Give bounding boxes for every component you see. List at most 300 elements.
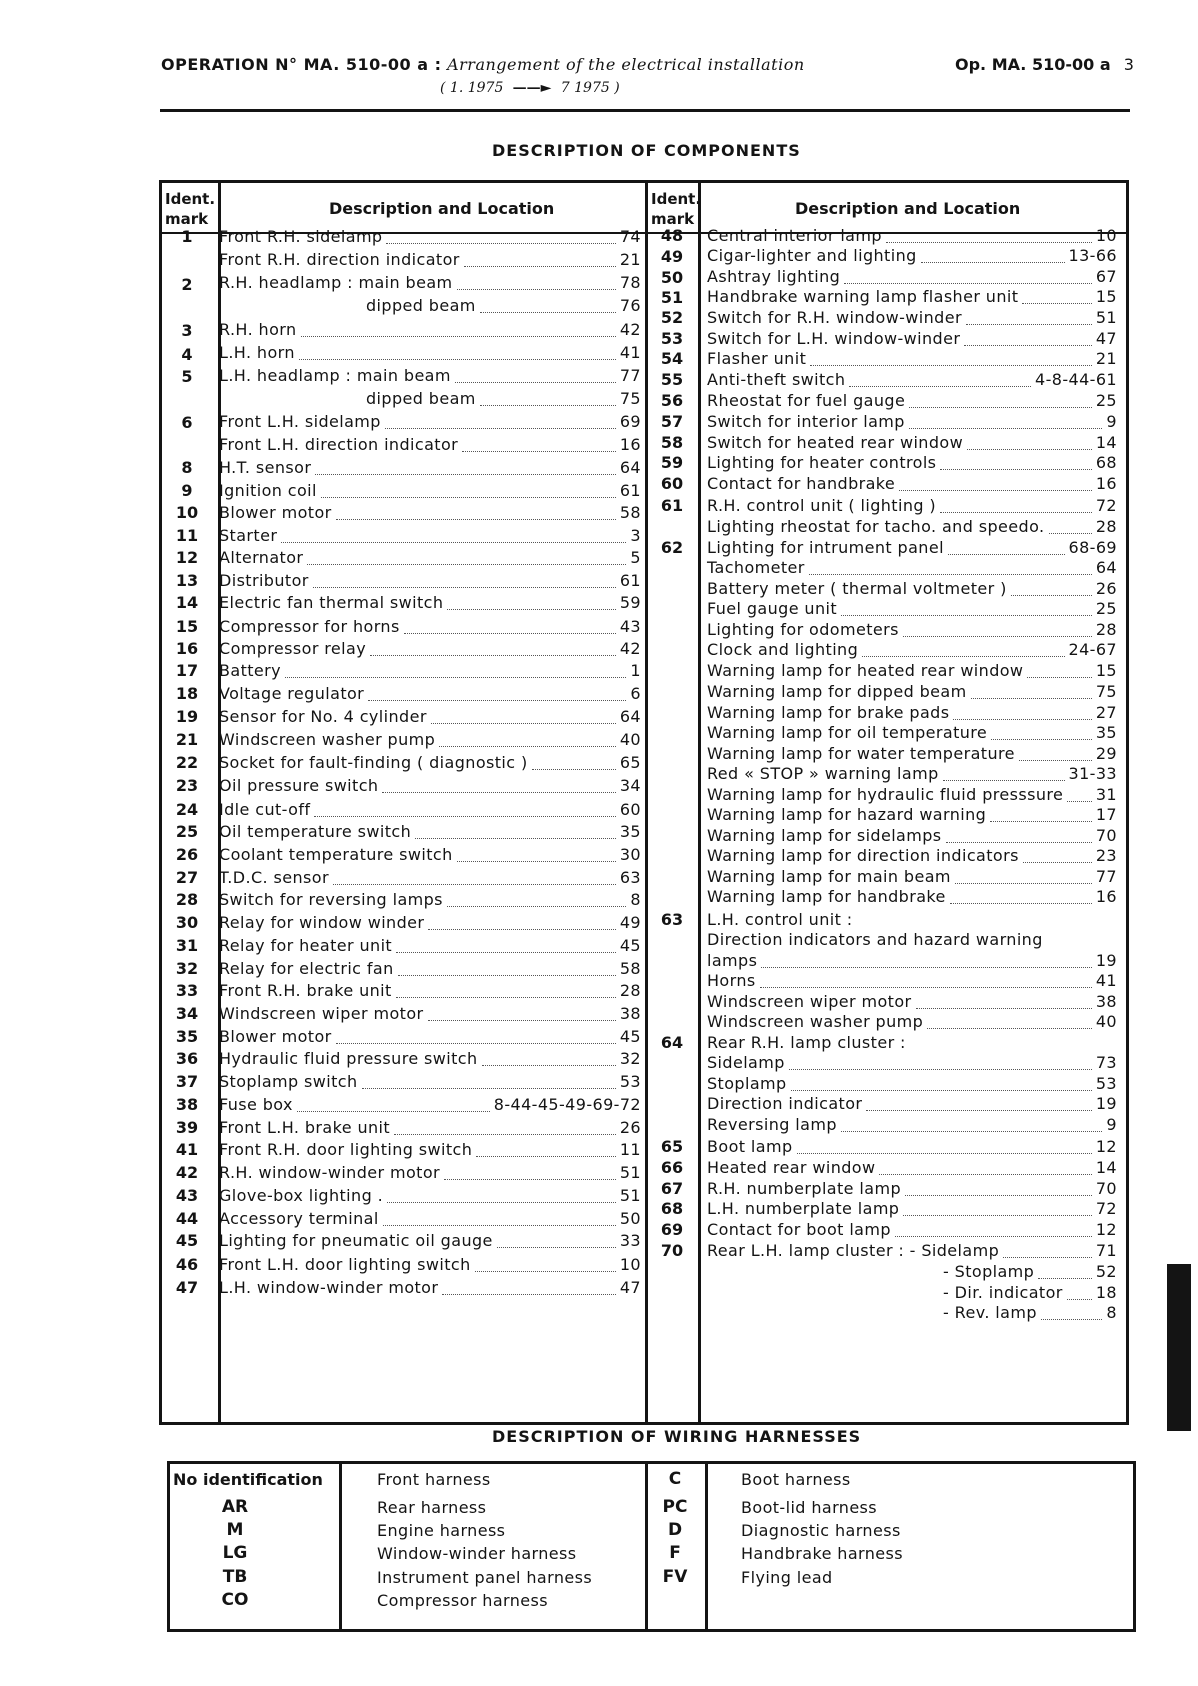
harness-name: Flying lead [741,1568,833,1587]
ident-mark: 69 [660,1220,684,1239]
leader-dots [916,996,1092,1009]
location-ref: 64 [1095,558,1117,577]
component-description: Front L.H. door lighting switch [219,1255,471,1274]
location-ref: 45 [619,936,641,955]
ident-mark: 31 [175,936,199,955]
component-entry [707,1114,1117,1136]
component-description: Windscreen washer pump [707,1012,924,1031]
component-entry [219,821,641,843]
component-entry [219,319,641,341]
ident-mark: 9 [181,481,193,500]
leader-dots [1023,850,1092,863]
location-ref: 61 [619,481,641,500]
component-entry [943,1261,1117,1283]
leader-dots [862,644,1064,657]
leader-dots [1038,1266,1092,1279]
component-description: Battery [219,661,282,680]
component-description: Handbrake warning lamp flasher unit [707,287,1019,306]
leader-dots [394,1122,616,1135]
ident-mark: 70 [660,1241,684,1260]
component-entry [707,1011,1117,1033]
leader-dots [905,1183,1092,1196]
location-ref: 38 [619,1004,641,1023]
component-description: Lighting for intrument panel [707,538,944,557]
location-ref: 49 [619,913,641,932]
component-description: dipped beam [366,296,476,315]
location-ref: 21 [619,250,641,269]
component-entry [707,1052,1117,1074]
component-entry [219,706,641,728]
location-ref: 68 [1095,453,1117,472]
date-range [440,80,620,96]
leader-dots [476,1144,616,1157]
component-entry [707,225,1117,247]
location-ref: 76 [619,296,641,315]
component-entry [219,752,641,774]
leader-dots [368,688,626,701]
component-description: Glove-box lighting . [219,1186,384,1205]
leader-dots [475,1259,616,1272]
location-ref: 58 [619,503,641,522]
location-ref: 34 [619,776,641,795]
leader-dots [313,575,616,588]
component-entry [219,844,641,866]
leader-dots [297,1099,490,1112]
leader-dots [895,1224,1092,1237]
page-number: 3 [1123,55,1134,74]
component-description: Contact for handbrake [707,474,896,493]
leader-dots [761,955,1092,968]
location-ref: 78 [619,273,641,292]
component-description: Blower motor [219,1027,332,1046]
harness-code: D [667,1520,683,1540]
ident-mark: 47 [175,1278,199,1297]
harness-code: M [226,1520,244,1540]
component-description: Alternator [219,548,304,567]
component-description: R.H. headlamp : main beam [219,273,453,292]
ident-mark: 27 [175,868,199,887]
ident-mark: 48 [660,226,684,245]
component-description: Tachometer [707,558,805,577]
operation-title: Arrangement of the electrical installation [447,55,805,74]
location-ref: 45 [619,1027,641,1046]
harness-divider [705,1461,708,1632]
component-description: - Rev. lamp [943,1303,1037,1322]
location-ref: 42 [619,639,641,658]
component-description: Direction indicators and hazard warning [707,930,1043,949]
component-description: Windscreen wiper motor [219,1004,424,1023]
location-ref: 26 [619,1118,641,1137]
location-ref: 52 [1095,1262,1117,1281]
component-entry [219,226,641,248]
component-entry [707,1093,1117,1115]
leader-dots [396,940,616,953]
location-ref: 77 [1095,867,1117,886]
component-entry [366,295,641,317]
location-ref: 11 [619,1140,641,1159]
component-description: Anti-theft switch [707,370,846,389]
component-entry [707,845,1117,867]
location-ref: 21 [1095,349,1117,368]
component-entry [219,799,641,821]
leader-dots [415,826,616,839]
leader-dots [428,917,615,930]
component-description: Fuel gauge unit [707,599,838,618]
location-ref: 35 [619,822,641,841]
leader-dots [940,457,1091,470]
component-entry [219,889,641,911]
component-entry [707,473,1117,495]
location-ref: 42 [619,320,641,339]
location-ref: 8-44-45-49-69-72 [493,1095,641,1114]
component-description: Battery meter ( thermal voltmeter ) [707,579,1007,598]
component-description: Front R.H. brake unit [219,981,392,1000]
component-entry [707,1136,1117,1158]
location-ref: 12 [1095,1137,1117,1156]
component-description: Idle cut-off [219,800,311,819]
harness-name: Rear harness [377,1498,487,1517]
location-ref: 24-67 [1068,640,1117,659]
component-description: Front L.H. sidelamp [219,412,381,431]
location-ref: 3 [630,526,641,545]
location-ref: 25 [1095,391,1117,410]
ident-mark: 6 [181,413,193,432]
component-description: Red « STOP » warning lamp [707,764,939,783]
component-entry [707,970,1117,992]
location-ref: 47 [619,1278,641,1297]
leader-dots [442,1282,615,1295]
component-entry [707,804,1117,826]
leader-dots [439,734,616,747]
harness-name: Compressor harness [377,1591,548,1610]
component-entry [707,909,1117,931]
component-description: Relay for electric fan [219,959,394,978]
header-ident-left: Ident. mark [165,190,216,228]
leader-dots [841,603,1092,616]
component-entry [707,286,1117,308]
component-entry [707,660,1117,682]
component-description: Stoplamp [707,1074,787,1093]
component-description: R.H. control unit ( lighting ) [707,496,937,515]
leader-dots [966,312,1092,325]
ident-mark: 34 [175,1004,199,1023]
component-description: Reversing lamp [707,1115,837,1134]
component-description: Coolant temperature switch [219,845,453,864]
location-ref: 64 [619,458,641,477]
component-description: R.H. window-winder motor [219,1163,440,1182]
harness-code: FV [662,1567,688,1587]
component-description: T.D.C. sensor [219,868,329,887]
ident-mark: 12 [175,548,199,567]
component-entry [219,660,641,682]
location-ref: 32 [619,1049,641,1068]
location-ref: 61 [619,571,641,590]
component-description: Heated rear window [707,1158,876,1177]
component-description: Socket for fault-finding ( diagnostic ) [219,753,528,772]
component-entry [707,784,1117,806]
leader-dots [314,804,615,817]
location-ref: 15 [1095,661,1117,680]
leader-dots [927,1016,1092,1029]
location-ref: 72 [1095,1199,1117,1218]
leader-dots [791,1078,1092,1091]
leader-dots [1019,748,1092,761]
location-ref: 28 [1095,517,1117,536]
harness-name: Engine harness [377,1521,506,1540]
ident-mark: 62 [660,538,684,557]
component-description: Warning lamp for dipped beam [707,682,967,701]
location-ref: 53 [1095,1074,1117,1093]
component-description: L.H. numberplate lamp [707,1199,900,1218]
page-reference [955,55,1134,74]
ident-mark: 8 [181,458,193,477]
ident-mark: 56 [660,391,684,410]
location-ref: 72 [1095,496,1117,515]
component-entry [219,616,641,638]
component-entry [219,502,641,524]
ident-mark: 45 [175,1231,199,1250]
component-description: Warning lamp for water temperature [707,744,1015,763]
ident-mark: 14 [175,593,199,612]
component-description: Contact for boot lamp [707,1220,891,1239]
harness-code: F [669,1543,681,1563]
component-entry [707,929,1117,951]
component-entry [707,266,1117,288]
component-entry [707,619,1117,641]
component-description: Direction indicator [707,1094,863,1113]
component-entry [219,1254,641,1276]
location-ref: 14 [1095,1158,1117,1177]
component-entry [219,411,641,433]
ident-mark: 67 [660,1179,684,1198]
leader-dots [370,643,616,656]
ident-mark: 64 [660,1033,684,1052]
leader-dots [497,1235,616,1248]
leader-dots [991,727,1092,740]
leader-dots [964,333,1092,346]
harness-name: Boot-lid harness [741,1498,878,1517]
leader-dots [482,1053,616,1066]
leader-dots [447,894,626,907]
harness-name: Window-winder harness [377,1544,577,1563]
component-entry [219,1026,641,1048]
harnesses-title: DESCRIPTION OF WIRING HARNESSES [492,1427,862,1446]
components-table [159,180,1129,1425]
component-entry [219,457,641,479]
component-entry [707,639,1117,661]
location-ref: 16 [619,435,641,454]
location-ref: 25 [1095,599,1117,618]
component-entry [707,743,1117,765]
ident-mark: 25 [175,822,199,841]
leader-dots [760,975,1092,988]
component-entry [219,525,641,547]
leader-dots [315,462,616,475]
leader-dots [321,485,616,498]
harness-name: Boot harness [741,1470,851,1489]
location-ref: 67 [1095,267,1117,286]
component-entry [219,547,641,569]
component-description: Sensor for No. 4 cylinder [219,707,427,726]
header-divider [160,109,1130,112]
component-entry [219,1230,641,1252]
component-entry [707,328,1117,350]
ident-mark: 32 [175,959,199,978]
component-entry [219,249,641,271]
component-description: Windscreen washer pump [219,730,436,749]
leader-dots [953,707,1091,720]
leader-dots [431,711,616,724]
ident-mark: 49 [660,247,684,266]
component-description: Front R.H. direction indicator [219,250,460,269]
component-description: Switch for heated rear window [707,433,964,452]
leader-dots [447,597,615,610]
component-description: Lighting rheostat for tacho. and speedo. [707,517,1045,536]
component-entry [943,1302,1117,1324]
location-ref: 17 [1095,805,1117,824]
component-entry [707,432,1117,454]
component-description: - Stoplamp [943,1262,1035,1281]
leader-dots [1003,1245,1092,1258]
leader-dots [462,439,616,452]
component-description: Warning lamp for oil temperature [707,723,988,742]
leader-dots [333,872,616,885]
component-description: Lighting for heater controls [707,453,937,472]
location-ref: 70 [1095,826,1117,845]
ident-mark: 66 [660,1158,684,1177]
component-entry [707,495,1117,517]
leader-dots [948,542,1065,555]
leader-dots [940,500,1092,513]
ident-mark: 33 [175,981,199,1000]
ident-mark: 35 [175,1027,199,1046]
location-ref: 51 [619,1186,641,1205]
leader-dots [336,507,616,520]
harness-code: AR [221,1497,249,1517]
component-entry [219,1094,641,1116]
component-entry [219,775,641,797]
page-ref-label: Op. MA. 510-00 a [955,55,1111,74]
component-entry [707,369,1117,391]
header-description-left: Description and Location [329,199,555,218]
component-description: H.T. sensor [219,458,312,477]
harness-code: LG [222,1543,248,1563]
component-description: Horns [707,971,756,990]
component-entry [707,516,1117,538]
component-entry [707,950,1117,972]
harnesses-table [167,1461,1136,1632]
leader-dots [428,1008,616,1021]
leader-dots [797,1141,1092,1154]
component-entry [707,452,1117,474]
leader-dots [866,1098,1091,1111]
component-entry [707,681,1117,703]
harness-name: Front harness [377,1470,491,1489]
location-ref: 40 [619,730,641,749]
component-description: R.H. horn [219,320,297,339]
component-description: R.H. numberplate lamp [707,1179,902,1198]
component-description: Lighting for odometers [707,620,899,639]
component-entry [219,1139,641,1161]
component-entry [707,1219,1117,1241]
location-ref: 33 [619,1231,641,1250]
location-ref: 4-8-44-61 [1035,370,1117,389]
leader-dots [1049,521,1092,534]
location-ref: 19 [1095,951,1117,970]
component-description: Warning lamp for hazard warning [707,805,987,824]
leader-dots [444,1167,616,1180]
location-ref: 40 [1095,1012,1117,1031]
location-ref: 28 [1095,620,1117,639]
ident-mark: 13 [175,571,199,590]
location-ref: 15 [1095,287,1117,306]
ident-mark: 1 [181,227,193,246]
ident-mark: 61 [660,496,684,515]
ident-mark: 37 [175,1072,199,1091]
leader-dots [841,1119,1103,1132]
leader-dots [299,347,616,360]
harness-code: TB [222,1567,248,1587]
ident-mark: 28 [175,890,199,909]
location-ref: 64 [619,707,641,726]
leader-dots [301,324,616,337]
location-ref: 41 [1095,971,1117,990]
ident-mark: 58 [660,433,684,452]
component-entry [219,1048,641,1070]
harness-name: Diagnostic harness [741,1521,901,1540]
location-ref: 16 [1095,474,1117,493]
leader-dots [879,1162,1091,1175]
ident-mark: 60 [660,474,684,493]
ident-mark: 68 [660,1199,684,1218]
location-ref: 13-66 [1068,246,1117,265]
component-description: Cigar-lighter and lighting [707,246,917,265]
ident-mark: 2 [181,275,193,294]
component-entry [219,912,641,934]
leader-dots [909,416,1103,429]
leader-dots [1022,291,1091,304]
ident-mark: 15 [175,617,199,636]
leader-dots [382,780,615,793]
component-entry [219,1117,641,1139]
component-entry [707,1073,1117,1095]
ident-mark: 18 [175,684,199,703]
location-ref: 14 [1095,433,1117,452]
component-description: Warning lamp for direction indicators [707,846,1019,865]
component-entry [707,348,1117,370]
ident-mark: 22 [175,753,199,772]
component-entry [707,886,1117,908]
location-ref: 9 [1106,1115,1117,1134]
ident-mark: 63 [660,910,684,929]
component-description: L.H. window-winder motor [219,1278,439,1297]
col-divider [698,180,701,1425]
component-entry [707,722,1117,744]
leader-dots [903,624,1092,637]
ident-mark: 36 [175,1049,199,1068]
component-entry [707,245,1117,267]
leader-dots [899,478,1092,491]
component-description: Rear R.H. lamp cluster : [707,1033,906,1052]
ident-mark: 55 [660,370,684,389]
leader-dots [396,985,616,998]
leader-dots [386,231,615,244]
component-entry [219,480,641,502]
component-description: Distributor [219,571,309,590]
leader-dots [910,1037,1113,1049]
ident-mark: 50 [660,268,684,287]
ident-mark: 43 [175,1186,199,1205]
